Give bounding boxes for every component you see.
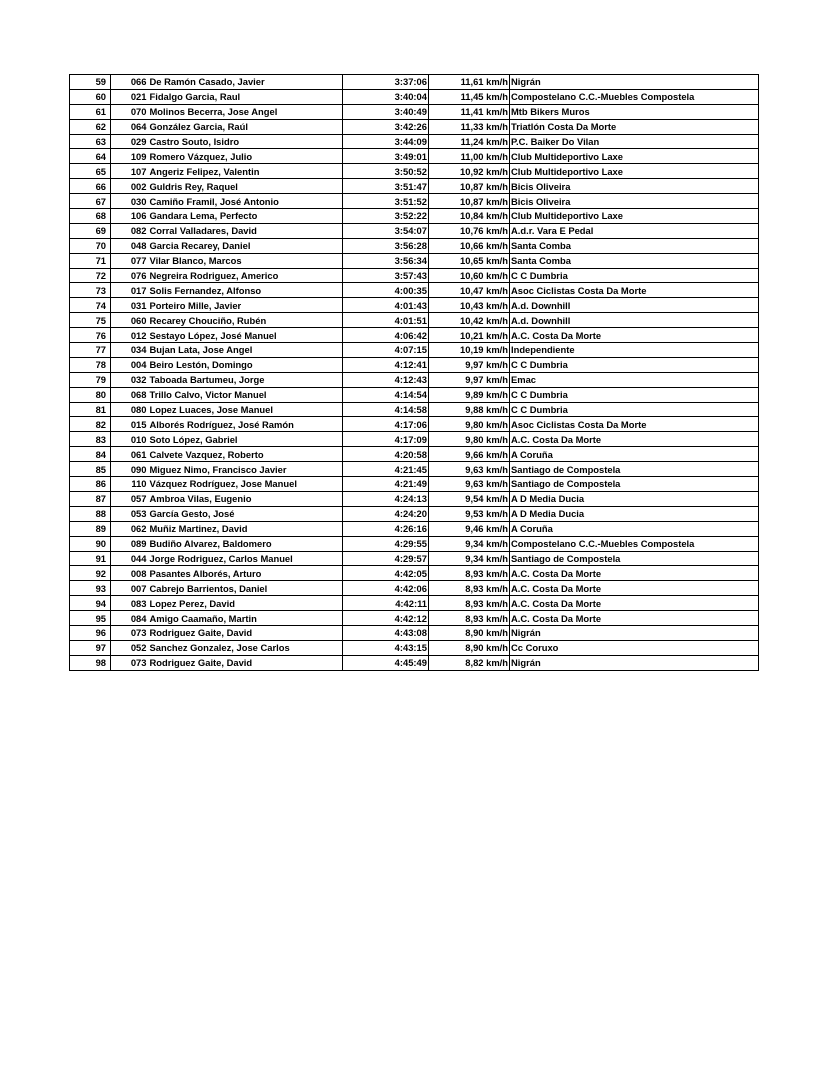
rider-name-cell: Solis Fernandez, Alfonso <box>149 283 343 298</box>
finish-time-cell: 4:29:57 <box>343 551 429 566</box>
rider-name-cell: Negreira Rodriguez, Americo <box>149 268 343 283</box>
rider-name-cell: Budiño Alvarez, Baldomero <box>149 536 343 551</box>
club-name-cell: C C Dumbria <box>510 402 759 417</box>
club-name-cell: C C Dumbria <box>510 387 759 402</box>
finish-time-cell: 4:24:13 <box>343 491 429 506</box>
average-speed-cell: 9,34 km/h <box>429 551 510 566</box>
bib-number-cell: 007 <box>111 581 149 596</box>
club-name-cell: Santa Comba <box>510 238 759 253</box>
finish-time-cell: 3:52:22 <box>343 209 429 224</box>
position-cell: 61 <box>70 104 111 119</box>
average-speed-cell: 9,66 km/h <box>429 447 510 462</box>
club-name-cell: Independiente <box>510 343 759 358</box>
table-row <box>70 596 759 611</box>
table-row <box>70 298 759 313</box>
bib-number-cell: 044 <box>111 551 149 566</box>
table-row <box>70 625 759 640</box>
club-name-cell: Asoc Ciclistas Costa Da Morte <box>510 283 759 298</box>
club-name-cell: Santa Comba <box>510 253 759 268</box>
table-row <box>70 313 759 328</box>
table-row <box>70 536 759 551</box>
rider-name-cell: De Ramón Casado, Javier <box>149 75 343 90</box>
bib-number-cell: 073 <box>111 655 149 670</box>
average-speed-cell: 9,89 km/h <box>429 387 510 402</box>
bib-number-cell: 052 <box>111 640 149 655</box>
average-speed-cell: 8,93 km/h <box>429 596 510 611</box>
bib-number-cell: 109 <box>111 149 149 164</box>
position-cell: 70 <box>70 238 111 253</box>
club-name-cell: Compostelano C.C.-Muebles Compostela <box>510 89 759 104</box>
results-table <box>69 74 759 671</box>
table-row <box>70 328 759 343</box>
average-speed-cell: 11,24 km/h <box>429 134 510 149</box>
average-speed-cell: 10,19 km/h <box>429 343 510 358</box>
rider-name-cell: Beiro Lestón, Domingo <box>149 357 343 372</box>
rider-name-cell: Guldris Rey, Raquel <box>149 179 343 194</box>
average-speed-cell: 9,63 km/h <box>429 477 510 492</box>
bib-number-cell: 066 <box>111 75 149 90</box>
club-name-cell: Club Multideportivo Laxe <box>510 209 759 224</box>
table-row <box>70 372 759 387</box>
table-row <box>70 238 759 253</box>
club-name-cell: A Coruña <box>510 521 759 536</box>
rider-name-cell: Rodriguez Gaite, David <box>149 655 343 670</box>
average-speed-cell: 10,47 km/h <box>429 283 510 298</box>
finish-time-cell: 4:45:49 <box>343 655 429 670</box>
bib-number-cell: 089 <box>111 536 149 551</box>
bib-number-cell: 004 <box>111 357 149 372</box>
rider-name-cell: Vilar Blanco, Marcos <box>149 253 343 268</box>
position-cell: 60 <box>70 89 111 104</box>
finish-time-cell: 4:42:05 <box>343 566 429 581</box>
rider-name-cell: Porteiro Mille, Javier <box>149 298 343 313</box>
table-row <box>70 343 759 358</box>
finish-time-cell: 4:29:55 <box>343 536 429 551</box>
table-row <box>70 447 759 462</box>
rider-name-cell: Castro Souto, Isidro <box>149 134 343 149</box>
club-name-cell: A D Media Ducia <box>510 491 759 506</box>
rider-name-cell: Pasantes Alborés, Arturo <box>149 566 343 581</box>
position-cell: 86 <box>70 477 111 492</box>
position-cell: 84 <box>70 447 111 462</box>
club-name-cell: A.C. Costa Da Morte <box>510 581 759 596</box>
finish-time-cell: 4:17:09 <box>343 432 429 447</box>
table-row <box>70 253 759 268</box>
rider-name-cell: Amigo Caamaño, Martin <box>149 611 343 626</box>
rider-name-cell: Ambroa Vilas, Eugenio <box>149 491 343 506</box>
position-cell: 73 <box>70 283 111 298</box>
rider-name-cell: Garcia Recarey, Daniel <box>149 238 343 253</box>
position-cell: 92 <box>70 566 111 581</box>
average-speed-cell: 8,93 km/h <box>429 581 510 596</box>
average-speed-cell: 9,80 km/h <box>429 432 510 447</box>
club-name-cell: A.C. Costa Da Morte <box>510 566 759 581</box>
rider-name-cell: Cabrejo Barrientos, Daniel <box>149 581 343 596</box>
table-row <box>70 417 759 432</box>
average-speed-cell: 9,97 km/h <box>429 372 510 387</box>
finish-time-cell: 4:14:54 <box>343 387 429 402</box>
bib-number-cell: 110 <box>111 477 149 492</box>
table-row <box>70 477 759 492</box>
position-cell: 75 <box>70 313 111 328</box>
finish-time-cell: 4:26:16 <box>343 521 429 536</box>
table-row <box>70 611 759 626</box>
rider-name-cell: Taboada Bartumeu, Jorge <box>149 372 343 387</box>
table-row <box>70 566 759 581</box>
table-row <box>70 357 759 372</box>
position-cell: 71 <box>70 253 111 268</box>
table-row <box>70 462 759 477</box>
rider-name-cell: Lopez Perez, David <box>149 596 343 611</box>
table-row <box>70 134 759 149</box>
rider-name-cell: Fidalgo Garcia, Raul <box>149 89 343 104</box>
average-speed-cell: 9,54 km/h <box>429 491 510 506</box>
finish-time-cell: 3:51:47 <box>343 179 429 194</box>
bib-number-cell: 107 <box>111 164 149 179</box>
rider-name-cell: Corral Valladares, David <box>149 223 343 238</box>
average-speed-cell: 9,97 km/h <box>429 357 510 372</box>
club-name-cell: Bicis Oliveira <box>510 179 759 194</box>
finish-time-cell: 3:56:28 <box>343 238 429 253</box>
finish-time-cell: 3:37:06 <box>343 75 429 90</box>
club-name-cell: Cc Coruxo <box>510 640 759 655</box>
bib-number-cell: 032 <box>111 372 149 387</box>
table-row <box>70 104 759 119</box>
bib-number-cell: 030 <box>111 194 149 209</box>
position-cell: 82 <box>70 417 111 432</box>
finish-time-cell: 4:42:06 <box>343 581 429 596</box>
rider-name-cell: Recarey Chouciño, Rubén <box>149 313 343 328</box>
rider-name-cell: Vázquez Rodríguez, Jose Manuel <box>149 477 343 492</box>
bib-number-cell: 062 <box>111 521 149 536</box>
average-speed-cell: 8,93 km/h <box>429 566 510 581</box>
rider-name-cell: Angeriz Felipez, Valentin <box>149 164 343 179</box>
bib-number-cell: 034 <box>111 343 149 358</box>
position-cell: 68 <box>70 209 111 224</box>
position-cell: 91 <box>70 551 111 566</box>
average-speed-cell: 8,93 km/h <box>429 611 510 626</box>
finish-time-cell: 4:21:49 <box>343 477 429 492</box>
club-name-cell: Nigrán <box>510 625 759 640</box>
bib-number-cell: 060 <box>111 313 149 328</box>
table-row <box>70 551 759 566</box>
average-speed-cell: 9,46 km/h <box>429 521 510 536</box>
average-speed-cell: 11,33 km/h <box>429 119 510 134</box>
finish-time-cell: 4:43:15 <box>343 640 429 655</box>
finish-time-cell: 4:42:11 <box>343 596 429 611</box>
average-speed-cell: 9,88 km/h <box>429 402 510 417</box>
club-name-cell: Santiago de Compostela <box>510 551 759 566</box>
finish-time-cell: 3:40:04 <box>343 89 429 104</box>
finish-time-cell: 3:40:49 <box>343 104 429 119</box>
club-name-cell: Bicis Oliveira <box>510 194 759 209</box>
table-row <box>70 402 759 417</box>
club-name-cell: A.C. Costa Da Morte <box>510 596 759 611</box>
position-cell: 88 <box>70 506 111 521</box>
finish-time-cell: 4:24:20 <box>343 506 429 521</box>
position-cell: 81 <box>70 402 111 417</box>
table-row <box>70 119 759 134</box>
average-speed-cell: 10,92 km/h <box>429 164 510 179</box>
table-row <box>70 283 759 298</box>
bib-number-cell: 002 <box>111 179 149 194</box>
finish-time-cell: 4:06:42 <box>343 328 429 343</box>
rider-name-cell: Gandara Lema, Perfecto <box>149 209 343 224</box>
position-cell: 79 <box>70 372 111 387</box>
average-speed-cell: 11,00 km/h <box>429 149 510 164</box>
average-speed-cell: 9,63 km/h <box>429 462 510 477</box>
rider-name-cell: Muñiz Martinez, David <box>149 521 343 536</box>
table-row <box>70 268 759 283</box>
position-cell: 76 <box>70 328 111 343</box>
bib-number-cell: 076 <box>111 268 149 283</box>
table-row <box>70 387 759 402</box>
results-body <box>70 75 759 671</box>
table-row <box>70 223 759 238</box>
bib-number-cell: 068 <box>111 387 149 402</box>
table-row <box>70 640 759 655</box>
table-row <box>70 209 759 224</box>
finish-time-cell: 4:20:58 <box>343 447 429 462</box>
club-name-cell: Compostelano C.C.-Muebles Compostela <box>510 536 759 551</box>
table-row <box>70 89 759 104</box>
bib-number-cell: 048 <box>111 238 149 253</box>
position-cell: 89 <box>70 521 111 536</box>
bib-number-cell: 010 <box>111 432 149 447</box>
bib-number-cell: 084 <box>111 611 149 626</box>
club-name-cell: Santiago de Compostela <box>510 462 759 477</box>
bib-number-cell: 070 <box>111 104 149 119</box>
position-cell: 96 <box>70 625 111 640</box>
position-cell: 65 <box>70 164 111 179</box>
average-speed-cell: 8,90 km/h <box>429 640 510 655</box>
club-name-cell: A Coruña <box>510 447 759 462</box>
bib-number-cell: 106 <box>111 209 149 224</box>
finish-time-cell: 4:01:43 <box>343 298 429 313</box>
position-cell: 80 <box>70 387 111 402</box>
bib-number-cell: 017 <box>111 283 149 298</box>
bib-number-cell: 061 <box>111 447 149 462</box>
position-cell: 93 <box>70 581 111 596</box>
finish-time-cell: 4:00:35 <box>343 283 429 298</box>
bib-number-cell: 073 <box>111 625 149 640</box>
finish-time-cell: 3:57:43 <box>343 268 429 283</box>
position-cell: 69 <box>70 223 111 238</box>
club-name-cell: Club Multideportivo Laxe <box>510 149 759 164</box>
club-name-cell: Club Multideportivo Laxe <box>510 164 759 179</box>
average-speed-cell: 11,61 km/h <box>429 75 510 90</box>
table-row <box>70 75 759 90</box>
average-speed-cell: 10,84 km/h <box>429 209 510 224</box>
table-row <box>70 491 759 506</box>
club-name-cell: Mtb Bikers Muros <box>510 104 759 119</box>
position-cell: 64 <box>70 149 111 164</box>
average-speed-cell: 10,60 km/h <box>429 268 510 283</box>
position-cell: 97 <box>70 640 111 655</box>
rider-name-cell: Bujan Lata, Jose Angel <box>149 343 343 358</box>
average-speed-cell: 11,41 km/h <box>429 104 510 119</box>
finish-time-cell: 4:17:06 <box>343 417 429 432</box>
position-cell: 59 <box>70 75 111 90</box>
rider-name-cell: Romero Vázquez, Julio <box>149 149 343 164</box>
finish-time-cell: 4:43:08 <box>343 625 429 640</box>
finish-time-cell: 3:54:07 <box>343 223 429 238</box>
table-row <box>70 194 759 209</box>
club-name-cell: A D Media Ducia <box>510 506 759 521</box>
average-speed-cell: 10,87 km/h <box>429 194 510 209</box>
position-cell: 87 <box>70 491 111 506</box>
club-name-cell: C C Dumbria <box>510 268 759 283</box>
position-cell: 95 <box>70 611 111 626</box>
finish-time-cell: 4:12:43 <box>343 372 429 387</box>
position-cell: 94 <box>70 596 111 611</box>
bib-number-cell: 012 <box>111 328 149 343</box>
club-name-cell: Nigrán <box>510 75 759 90</box>
table-row <box>70 179 759 194</box>
rider-name-cell: Alborés Rodríguez, José Ramón <box>149 417 343 432</box>
rider-name-cell: García Gesto, José <box>149 506 343 521</box>
bib-number-cell: 008 <box>111 566 149 581</box>
position-cell: 62 <box>70 119 111 134</box>
average-speed-cell: 10,21 km/h <box>429 328 510 343</box>
club-name-cell: P.C. Baiker Do Vilan <box>510 134 759 149</box>
position-cell: 85 <box>70 462 111 477</box>
club-name-cell: Triatlón Costa Da Morte <box>510 119 759 134</box>
average-speed-cell: 10,66 km/h <box>429 238 510 253</box>
club-name-cell: A.C. Costa Da Morte <box>510 328 759 343</box>
average-speed-cell: 9,34 km/h <box>429 536 510 551</box>
average-speed-cell: 10,42 km/h <box>429 313 510 328</box>
average-speed-cell: 10,43 km/h <box>429 298 510 313</box>
rider-name-cell: Lopez Luaces, Jose Manuel <box>149 402 343 417</box>
bib-number-cell: 083 <box>111 596 149 611</box>
club-name-cell: Nigrán <box>510 655 759 670</box>
club-name-cell: C C Dumbria <box>510 357 759 372</box>
average-speed-cell: 8,90 km/h <box>429 625 510 640</box>
rider-name-cell: Jorge Rodriguez, Carlos Manuel <box>149 551 343 566</box>
finish-time-cell: 3:51:52 <box>343 194 429 209</box>
rider-name-cell: Sestayo López, José Manuel <box>149 328 343 343</box>
club-name-cell: A.C. Costa Da Morte <box>510 432 759 447</box>
table-row <box>70 581 759 596</box>
average-speed-cell: 10,87 km/h <box>429 179 510 194</box>
position-cell: 66 <box>70 179 111 194</box>
bib-number-cell: 031 <box>111 298 149 313</box>
finish-time-cell: 4:12:41 <box>343 357 429 372</box>
position-cell: 72 <box>70 268 111 283</box>
finish-time-cell: 3:44:09 <box>343 134 429 149</box>
bib-number-cell: 015 <box>111 417 149 432</box>
table-row <box>70 521 759 536</box>
average-speed-cell: 10,76 km/h <box>429 223 510 238</box>
rider-name-cell: Soto López, Gabriel <box>149 432 343 447</box>
bib-number-cell: 077 <box>111 253 149 268</box>
bib-number-cell: 082 <box>111 223 149 238</box>
rider-name-cell: Calvete Vazquez, Roberto <box>149 447 343 462</box>
position-cell: 78 <box>70 357 111 372</box>
average-speed-cell: 9,80 km/h <box>429 417 510 432</box>
rider-name-cell: Molinos Becerra, Jose Angel <box>149 104 343 119</box>
rider-name-cell: Rodriguez Gaite, David <box>149 625 343 640</box>
table-row <box>70 149 759 164</box>
rider-name-cell: Trillo Calvo, Victor Manuel <box>149 387 343 402</box>
rider-name-cell: Sanchez Gonzalez, Jose Carlos <box>149 640 343 655</box>
table-row <box>70 432 759 447</box>
club-name-cell: Emac <box>510 372 759 387</box>
bib-number-cell: 090 <box>111 462 149 477</box>
bib-number-cell: 064 <box>111 119 149 134</box>
bib-number-cell: 053 <box>111 506 149 521</box>
club-name-cell: A.d. Downhill <box>510 298 759 313</box>
position-cell: 98 <box>70 655 111 670</box>
position-cell: 77 <box>70 343 111 358</box>
finish-time-cell: 3:42:26 <box>343 119 429 134</box>
average-speed-cell: 8,82 km/h <box>429 655 510 670</box>
bib-number-cell: 057 <box>111 491 149 506</box>
rider-name-cell: Camiño Framil, José Antonio <box>149 194 343 209</box>
average-speed-cell: 10,65 km/h <box>429 253 510 268</box>
finish-time-cell: 4:21:45 <box>343 462 429 477</box>
finish-time-cell: 4:01:51 <box>343 313 429 328</box>
bib-number-cell: 021 <box>111 89 149 104</box>
finish-time-cell: 4:07:15 <box>343 343 429 358</box>
club-name-cell: Santiago de Compostela <box>510 477 759 492</box>
rider-name-cell: González Garcia, Raúl <box>149 119 343 134</box>
finish-time-cell: 4:14:58 <box>343 402 429 417</box>
position-cell: 74 <box>70 298 111 313</box>
finish-time-cell: 3:49:01 <box>343 149 429 164</box>
club-name-cell: A.C. Costa Da Morte <box>510 611 759 626</box>
table-row <box>70 655 759 670</box>
finish-time-cell: 3:50:52 <box>343 164 429 179</box>
club-name-cell: Asoc Ciclistas Costa Da Morte <box>510 417 759 432</box>
position-cell: 90 <box>70 536 111 551</box>
rider-name-cell: Miguez Nimo, Francisco Javier <box>149 462 343 477</box>
average-speed-cell: 9,53 km/h <box>429 506 510 521</box>
finish-time-cell: 4:42:12 <box>343 611 429 626</box>
bib-number-cell: 029 <box>111 134 149 149</box>
position-cell: 63 <box>70 134 111 149</box>
finish-time-cell: 3:56:34 <box>343 253 429 268</box>
club-name-cell: A.d. Downhill <box>510 313 759 328</box>
club-name-cell: A.d.r. Vara E Pedal <box>510 223 759 238</box>
average-speed-cell: 11,45 km/h <box>429 89 510 104</box>
table-row <box>70 506 759 521</box>
bib-number-cell: 080 <box>111 402 149 417</box>
position-cell: 67 <box>70 194 111 209</box>
position-cell: 83 <box>70 432 111 447</box>
table-row <box>70 164 759 179</box>
